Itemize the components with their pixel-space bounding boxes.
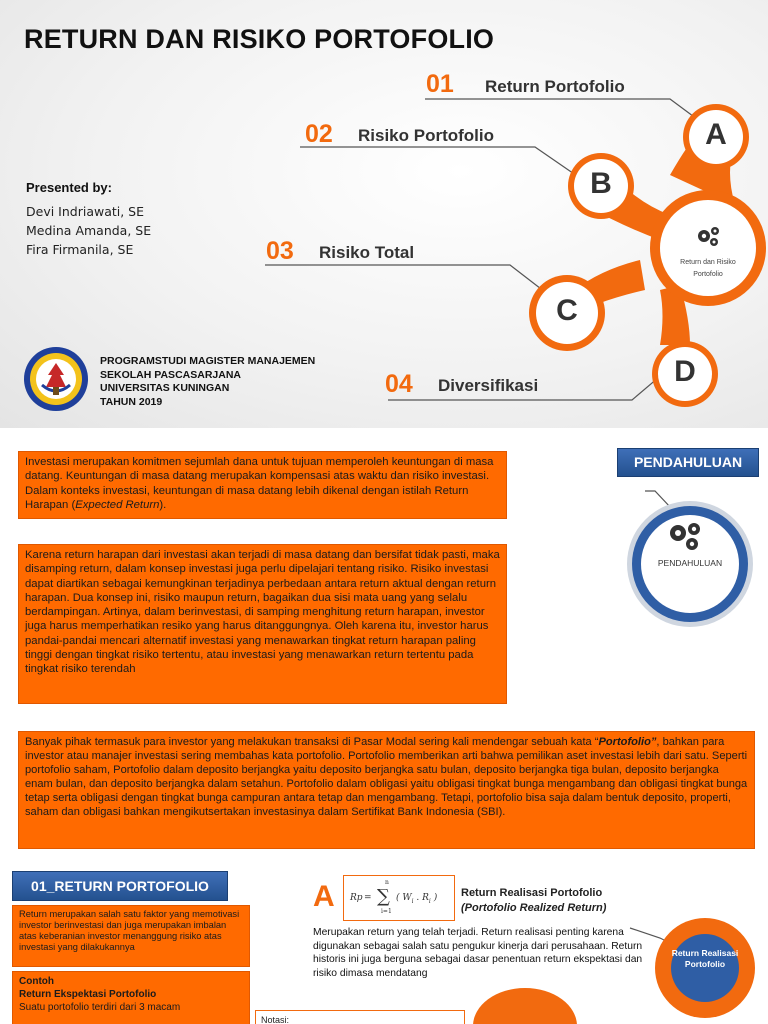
letter-b: B bbox=[590, 167, 612, 200]
connector-a bbox=[425, 99, 705, 125]
p1-text: Investasi merupakan komitmen sejumlah dana untuk tujuan memperoleh keuntungan di masa datang. Keuntungan di masa datang merupakan kompensasi atas waktu dan risiko investasi. Dalam konteks investasi, keuntungan di masa datang lebih dikenal dengan istilah Return Harapan ( bbox=[25, 456, 494, 511]
section-header-return: 01_RETURN PORTOFOLIO bbox=[12, 871, 228, 901]
orange-shape bbox=[470, 984, 580, 1024]
formula-box: Rp = n ∑ i=1 ( $W_i$ . $R_i$ ) bbox=[343, 875, 455, 921]
presented-by-label: Presented by: bbox=[26, 180, 112, 195]
letter-a: A bbox=[705, 118, 727, 151]
presenter-name: Fira Firmanila, SE bbox=[26, 242, 134, 257]
realisasi-text: Merupakan return yang telah terjadi. Return realisasi penting karena digunakan sebagai salah satu pengukur kinerja dari perusahaan. Return historis ini juga berguna sebagai dasar penentuan return ekspektasi dan risiko dimasa mendatang bbox=[313, 927, 643, 979]
formula-term-w: ( W bbox=[396, 893, 412, 903]
pendahuluan-header: PENDAHULUAN bbox=[617, 448, 759, 477]
realisasi-diagram bbox=[600, 918, 768, 1024]
intro-paragraph-2: Karena return harapan dari investasi akan terjadi di masa datang dan bersifat tidak pasti, maka disamping return, dalam konsep investasi juga perlu dipelajari tentang risiko. Risiko investasi dapat diartikan sebagai kemungkinan terjadinya perbedaan antara return aktual dengan return harapan. Dua konsep ini, risiko maupun return, bagaikan dua sisi mata uang yang selalu berdampingan. Artinya, dalam berinvestasi, di samping menghitung return harapan, investor juga harus memperhatikan resiko yang harus ditanggungnya. Oleh karena itu, investor harus pandai-pandai mencari alternatif investasi yang menawarkan tingkat return harapan paling tinggi dengan tingkat risiko tertentu, atau investasi yang menawarkan return tertentu pada tingkat risiko terendah bbox=[18, 544, 507, 704]
school-name: SEKOLAH PASCASARJANA bbox=[100, 368, 241, 381]
return-portofolio-slide bbox=[0, 868, 768, 1024]
item-label-risiko-total: Risiko Total bbox=[319, 243, 415, 262]
p1-emphasis: Expected Return bbox=[75, 498, 160, 511]
realisasi-title: Return Realisasi Portofolio bbox=[461, 887, 603, 899]
return-intro-box: Return merupakan salah satu faktor yang memotivasi investor berinvestasi dan juga merupakan imbalan atas keberanian investor menanggung risiko atas investasi yang dilakukannya bbox=[12, 905, 250, 967]
p3-emphasis: Portofolio” bbox=[598, 736, 657, 748]
formula-sum-bottom: i=1 bbox=[381, 908, 392, 915]
item-label-risiko-portofolio: Risiko Portofolio bbox=[358, 126, 494, 145]
pendahuluan-slide bbox=[0, 428, 768, 868]
item-number-04: 04 bbox=[385, 370, 413, 398]
formula-term-r: . R bbox=[413, 893, 429, 903]
page-title: RETURN DAN RISIKO PORTOFOLIO bbox=[24, 24, 495, 54]
center-label bbox=[668, 257, 748, 281]
item-label-return-portofolio: Return Portofolio bbox=[485, 77, 625, 96]
realisasi-circle-label: Return Realisasi Portofolio bbox=[671, 948, 739, 969]
formula-sub-i2: i bbox=[428, 897, 431, 905]
year-label: TAHUN 2019 bbox=[100, 395, 163, 408]
presenter-name: Medina Amanda, SE bbox=[26, 223, 152, 238]
connector-c bbox=[265, 265, 545, 292]
intro-paragraph-1 bbox=[18, 451, 507, 519]
item-number-03: 03 bbox=[266, 237, 294, 265]
center-label-line2: Portofolio bbox=[693, 271, 723, 278]
item-number-01: 01 bbox=[426, 70, 454, 98]
center-circle bbox=[660, 200, 756, 296]
realisasi-subtitle: (Portofolio Realized Return) bbox=[461, 902, 607, 914]
contoh-box bbox=[12, 971, 250, 1024]
contoh-label: Contoh bbox=[19, 976, 54, 987]
notasi-label: Notasi: bbox=[261, 1015, 290, 1024]
p3-text: Banyak pihak termasuk para investor yang melakukan transaksi di Pasar Modal sering kali mendengar sebuah kata “ bbox=[25, 736, 599, 748]
pendahuluan-circle-label: PENDAHULUAN bbox=[657, 558, 723, 568]
formula-letter: A bbox=[313, 880, 335, 913]
formula-sum-top: n bbox=[385, 879, 389, 886]
item-label-diversifikasi: Diversifikasi bbox=[438, 376, 539, 395]
title-slide bbox=[0, 0, 768, 428]
formula-lhs: Rp bbox=[350, 893, 363, 903]
presenter-name: Devi Indriawati, SE bbox=[26, 204, 145, 219]
formula-term bbox=[396, 893, 437, 905]
letter-d: D bbox=[674, 355, 696, 388]
program-name: PROGRAMSTUDI MAGISTER MANAJEMEN bbox=[100, 355, 316, 367]
university-name: UNIVERSITAS KUNINGAN bbox=[100, 382, 230, 394]
expected-return-text: Suatu portofolio terdiri dari 3 macam bbox=[19, 1002, 181, 1013]
connector-b bbox=[300, 147, 580, 178]
formula-term-end: ) bbox=[430, 893, 438, 903]
p1-end: ). bbox=[159, 498, 167, 511]
center-label-line1: Return dan Risiko bbox=[680, 259, 736, 266]
notasi-box bbox=[255, 1010, 465, 1024]
topic-diagram bbox=[0, 0, 768, 428]
item-number-02: 02 bbox=[305, 120, 333, 148]
expected-return-title: Return Ekspektasi Portofolio bbox=[19, 989, 157, 1000]
letter-c: C bbox=[556, 294, 578, 327]
p3-end: , bahkan para investor atau manajer investasi sering membahas kata portofolio. Portofolio memberikan arti bahwa pemilikan aset investasi lebih dari satu. Seperti portofolio saham, Portofolio dalam deposito berjangka yaitu deposito berjangka satu bulan, deposito berjangka tiga bulan, deposito berjangka enam bulan, dan deposito berjangka dalam setahun. Portofolio dalam obligasi yaitu obligasi tingkat bunga mengambang dan obligasi tingkat bunga tetap serta obligasi dengan tingkat bunga campuran antara tetap dan mengambang. Tetapi, portofolio bisa saja dalam bentuk deposito, properti, saham dan obligasi bahkan mengikutsertakan investasinya dalam Sertifikat Bank Indonesia (SBI). bbox=[25, 736, 748, 819]
formula-sub-i: i bbox=[411, 897, 414, 905]
intro-paragraph-3 bbox=[18, 731, 755, 849]
